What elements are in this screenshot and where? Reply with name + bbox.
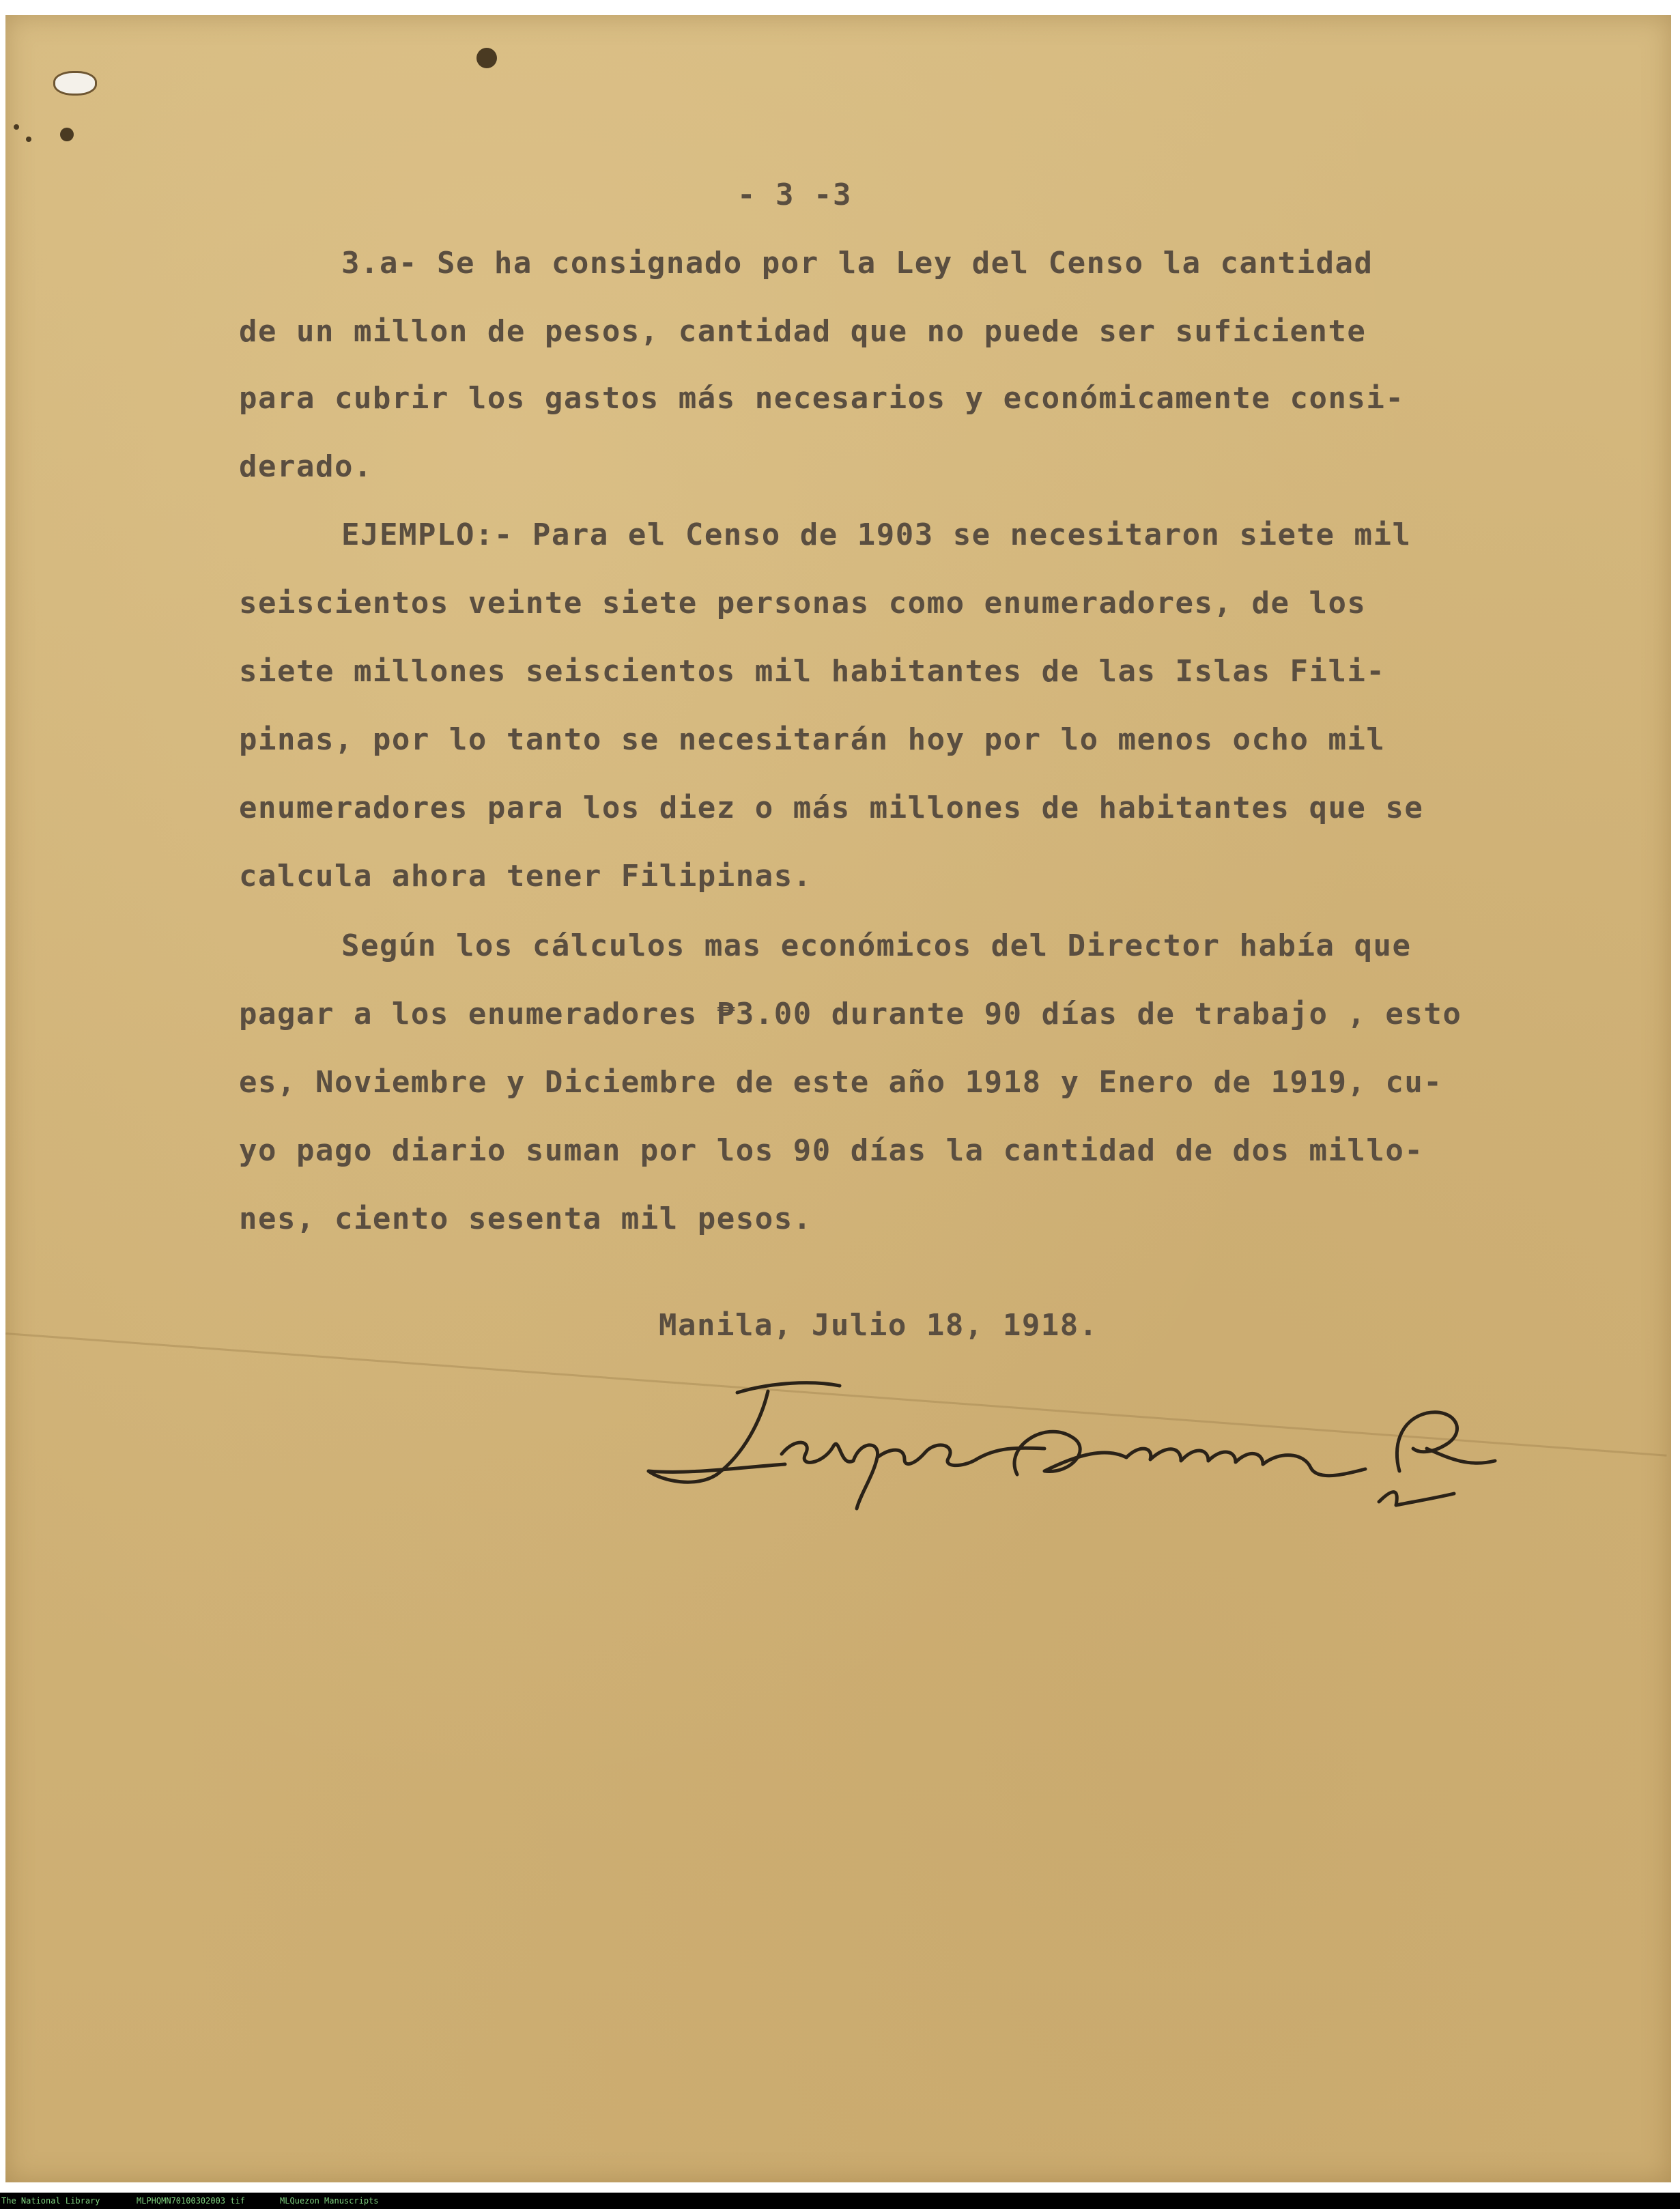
body-line: calcula ahora tener Filipinas. bbox=[239, 859, 812, 894]
ink-spot bbox=[26, 137, 31, 142]
footer-library: The National Library bbox=[1, 2196, 100, 2206]
ink-spot bbox=[476, 48, 497, 68]
body-line: de un millon de pesos, cantidad que no puede ser suficiente bbox=[239, 314, 1367, 349]
body-line: nes, ciento sesenta mil pesos. bbox=[239, 1201, 812, 1236]
body-line: EJEMPLO:- Para el Censo de 1903 se necesitaron siete mil bbox=[341, 517, 1412, 552]
body-line: enumeradores para los diez o más millones de habitantes que se bbox=[239, 790, 1424, 825]
body-line: derado. bbox=[239, 449, 373, 484]
footer-collection: MLQuezon Manuscripts bbox=[280, 2196, 379, 2206]
body-line: es, Noviembre y Diciembre de este año 1918 y Enero de 1919, cu- bbox=[239, 1065, 1443, 1100]
body-line: pagar a los enumeradores ₱3.00 durante 90 días de trabajo , esto bbox=[239, 997, 1462, 1031]
page-number: - 3 -3 bbox=[737, 177, 852, 212]
body-line: siete millones seiscientos mil habitantes de las Islas Fili- bbox=[239, 654, 1386, 689]
body-line: Según los cálculos mas económicos del Director había que bbox=[341, 928, 1412, 963]
archive-footer-bar bbox=[0, 2193, 1680, 2209]
ink-spot bbox=[60, 128, 74, 141]
body-line: yo pago diario suman por los 90 días la cantidad de dos millo- bbox=[239, 1133, 1424, 1168]
date-line: Manila, Julio 18, 1918. bbox=[659, 1308, 1098, 1343]
ink-spot bbox=[14, 124, 19, 130]
body-line: pinas, por lo tanto se necesitarán hoy por lo menos ocho mil bbox=[239, 722, 1386, 757]
punch-hole bbox=[53, 71, 97, 96]
body-line: para cubrir los gastos más necesarios y económicamente consi- bbox=[239, 381, 1405, 416]
handwritten-signature bbox=[635, 1372, 1618, 1529]
body-line: seiscientos veinte siete personas como enumeradores, de los bbox=[239, 586, 1367, 621]
body-line: 3.a- Se ha consignado por la Ley del Censo la cantidad bbox=[341, 246, 1373, 281]
footer-file-name: MLPHQMN70100302003 tif bbox=[137, 2196, 245, 2206]
